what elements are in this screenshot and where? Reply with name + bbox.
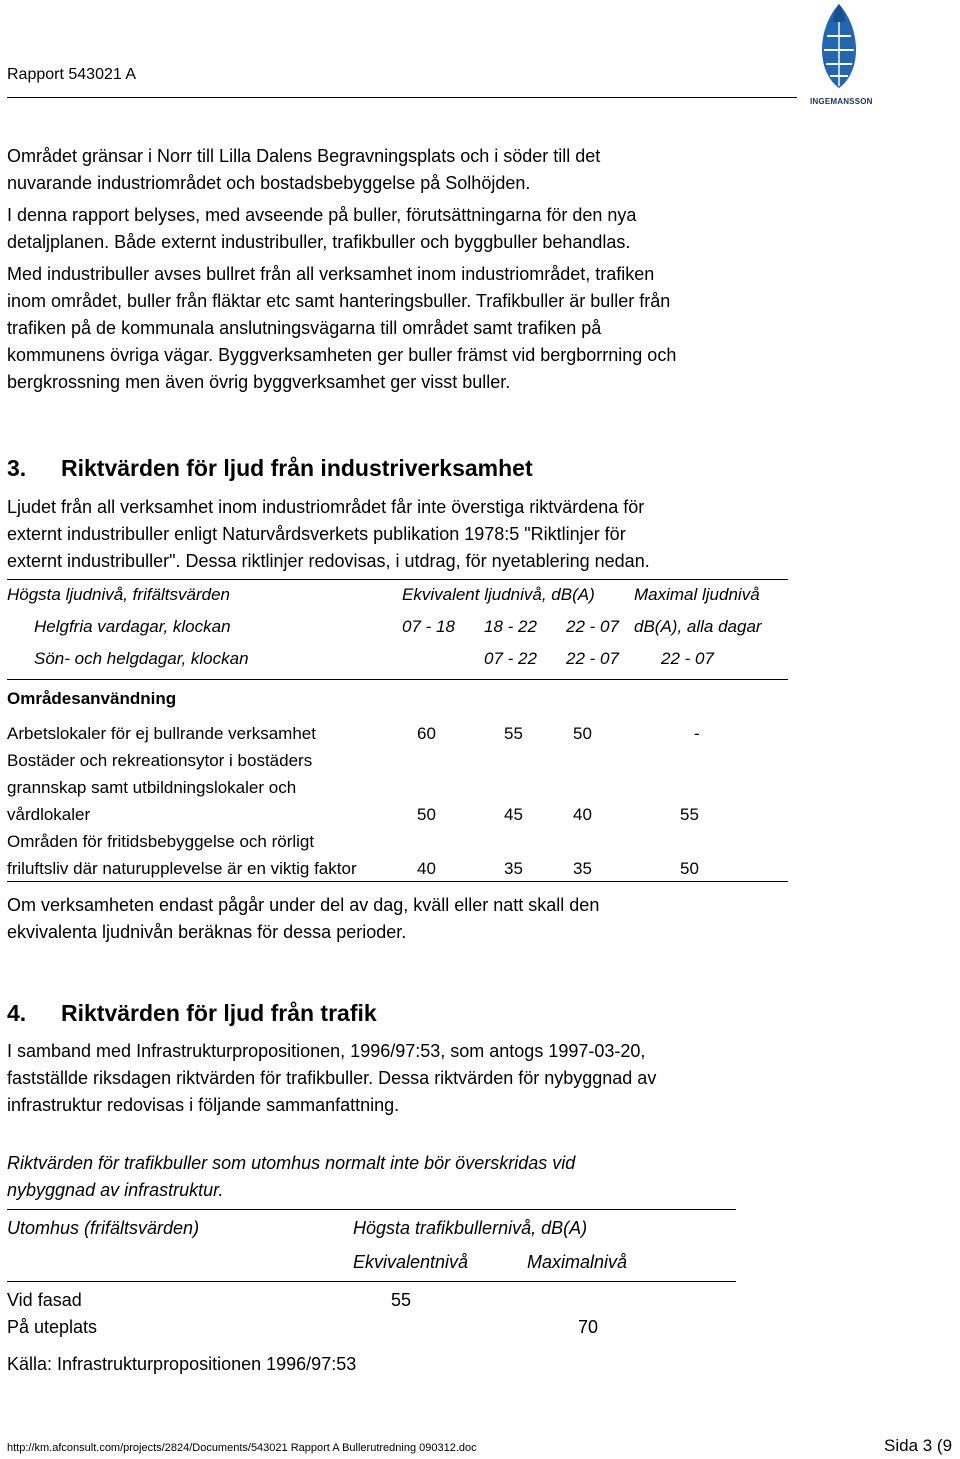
column-header-outdoor: Utomhus (frifältsvärden) bbox=[7, 1218, 200, 1238]
time-cell: 22 - 07 bbox=[566, 617, 619, 636]
usage-label: Områden för fritidsbebyggelse och rörligt bbox=[7, 832, 315, 851]
value-cell: 35 bbox=[573, 859, 592, 878]
time-cell: 18 - 22 bbox=[484, 617, 537, 636]
text-line: externt industribuller". Dessa riktlinjer redovisas, i utdrag, för nyetablering nedan. bbox=[7, 551, 650, 571]
text-line: Riktvärden för trafikbuller som utomhus normalt inte bör överskridas vid bbox=[7, 1153, 576, 1173]
section-3-title: Riktvärden för ljud från industriverksamhet bbox=[61, 455, 533, 481]
table-mid-rule bbox=[7, 679, 788, 680]
table-mid-rule bbox=[7, 1281, 736, 1282]
value-cell: 40 bbox=[573, 805, 592, 824]
row-label: På uteplats bbox=[7, 1317, 98, 1337]
column-header-maximal: Maximal ljudnivå bbox=[634, 585, 760, 604]
column-header-equivalent: Ekvivalent ljudnivå, dB(A) bbox=[402, 585, 595, 604]
time-cell: 07 - 18 bbox=[402, 617, 455, 636]
time-cell: 07 - 22 bbox=[484, 649, 537, 668]
time-cell: 22 - 07 bbox=[661, 649, 714, 668]
section-3-number: 3. bbox=[7, 455, 27, 481]
column-header-max-level: Högsta ljudnivå, frifältsvärden bbox=[7, 585, 231, 604]
value-cell: 55 bbox=[504, 724, 523, 743]
text-line: inom området, buller från fläktar etc samt hanteringsbuller. Trafikbuller är buller från bbox=[7, 291, 671, 311]
section-4-number: 4. bbox=[7, 1000, 27, 1026]
company-logo bbox=[808, 0, 873, 110]
column-header-maximal: Maximalnivå bbox=[527, 1252, 628, 1272]
text-line: Området gränsar i Norr till Lilla Dalens Begravningsplats och i söder till det bbox=[7, 146, 601, 166]
section-3-note bbox=[7, 892, 807, 946]
text-line: bergkrossning men även övrig byggverksamhet ger visst buller. bbox=[7, 372, 511, 392]
table-top-rule bbox=[7, 579, 788, 580]
text-line: infrastruktur redovisas i följande sammanfattning. bbox=[7, 1095, 400, 1115]
usage-label: Bostäder och rekreationsytor i bostäders bbox=[7, 751, 313, 770]
table-top-rule bbox=[7, 1209, 736, 1210]
time-cell: dB(A), alla dagar bbox=[634, 617, 762, 636]
row-weekday-label: Helgfria vardagar, klockan bbox=[34, 617, 231, 636]
traffic-italic-intro bbox=[7, 1150, 807, 1204]
logo-text: INGEMANSSON bbox=[810, 97, 873, 106]
text-line: Om verksamheten endast pågår under del av dag, kväll eller natt skall den bbox=[7, 895, 600, 915]
value-cell: 70 bbox=[578, 1317, 599, 1337]
text-line: ekvivalenta ljudnivån beräknas för dessa perioder. bbox=[7, 922, 407, 942]
usage-label: friluftsliv där naturupplevelse är en viktig faktor bbox=[7, 859, 357, 878]
text-line: Ljudet från all verksamhet inom industriområdet får inte överstiga riktvärdena för bbox=[7, 497, 645, 517]
value-cell: 50 bbox=[680, 859, 699, 878]
text-line: kommunens övriga vägar. Byggverksamheten ger buller främst vid bergborrning och bbox=[7, 345, 677, 365]
value-cell: 45 bbox=[504, 805, 523, 824]
report-title: Rapport 543021 A bbox=[7, 66, 136, 83]
text-line: externt industribuller enligt Naturvårdsverkets publikation 1978:5 "Riktlinjer för bbox=[7, 524, 626, 544]
text-line: nybyggnad av infrastruktur. bbox=[7, 1180, 224, 1200]
footer-path: http://km.afconsult.com/projects/2824/Documents/543021 Rapport A Bullerutredning 090312.doc bbox=[7, 1442, 477, 1454]
text-line: trafiken på de kommunala anslutningsvägarna till området samt trafiken på bbox=[7, 318, 602, 338]
shell-logo-icon bbox=[808, 0, 870, 96]
row-holiday-label: Sön- och helgdagar, klockan bbox=[34, 649, 249, 668]
column-header-max-traffic: Högsta trafikbullernivå, dB(A) bbox=[353, 1218, 588, 1238]
text-line: I samband med Infrastrukturpropositionen, 1996/97:53, som antogs 1997-03-20, bbox=[7, 1041, 646, 1061]
text-line: fastställde riksdagen riktvärden för trafikbuller. Dessa riktvärden för nybyggnad av bbox=[7, 1068, 657, 1088]
table-bottom-rule bbox=[7, 881, 788, 882]
value-cell: 55 bbox=[680, 805, 699, 824]
source-citation: Källa: Infrastrukturpropositionen 1996/97:53 bbox=[7, 1354, 357, 1374]
time-cell: 22 - 07 bbox=[566, 649, 619, 668]
value-cell: 55 bbox=[391, 1290, 412, 1310]
usage-label: grannskap samt utbildningslokaler och bbox=[7, 778, 297, 797]
section-3-paragraph bbox=[7, 494, 807, 575]
row-label: Vid fasad bbox=[7, 1290, 82, 1310]
value-cell: 35 bbox=[504, 859, 523, 878]
intro-paragraph bbox=[7, 143, 807, 396]
section-4-paragraph bbox=[7, 1038, 807, 1119]
text-line: I denna rapport belyses, med avseende på buller, förutsättningarna för den nya bbox=[7, 205, 637, 225]
value-cell: - bbox=[694, 724, 700, 743]
value-cell: 40 bbox=[417, 859, 436, 878]
header-rule bbox=[7, 97, 797, 98]
value-cell: 50 bbox=[573, 724, 592, 743]
page-number: Sida 3 (9 bbox=[884, 1436, 953, 1455]
text-line: Med industribuller avses bullret från all verksamhet inom industriområdet, trafiken bbox=[7, 264, 655, 284]
usage-header: Områdesanvändning bbox=[7, 689, 177, 708]
value-cell: 60 bbox=[417, 724, 436, 743]
text-line: detaljplanen. Både externt industribuller, trafikbuller och byggbuller behandlas. bbox=[7, 232, 631, 252]
text-line: nuvarande industriområdet och bostadsbebyggelse på Solhöjden. bbox=[7, 173, 531, 193]
usage-label: vårdlokaler bbox=[7, 805, 91, 824]
section-4-title: Riktvärden för ljud från trafik bbox=[61, 1000, 377, 1026]
column-header-equivalent: Ekvivalentnivå bbox=[353, 1252, 469, 1272]
usage-label: Arbetslokaler för ej bullrande verksamhet bbox=[7, 724, 316, 743]
value-cell: 50 bbox=[417, 805, 436, 824]
